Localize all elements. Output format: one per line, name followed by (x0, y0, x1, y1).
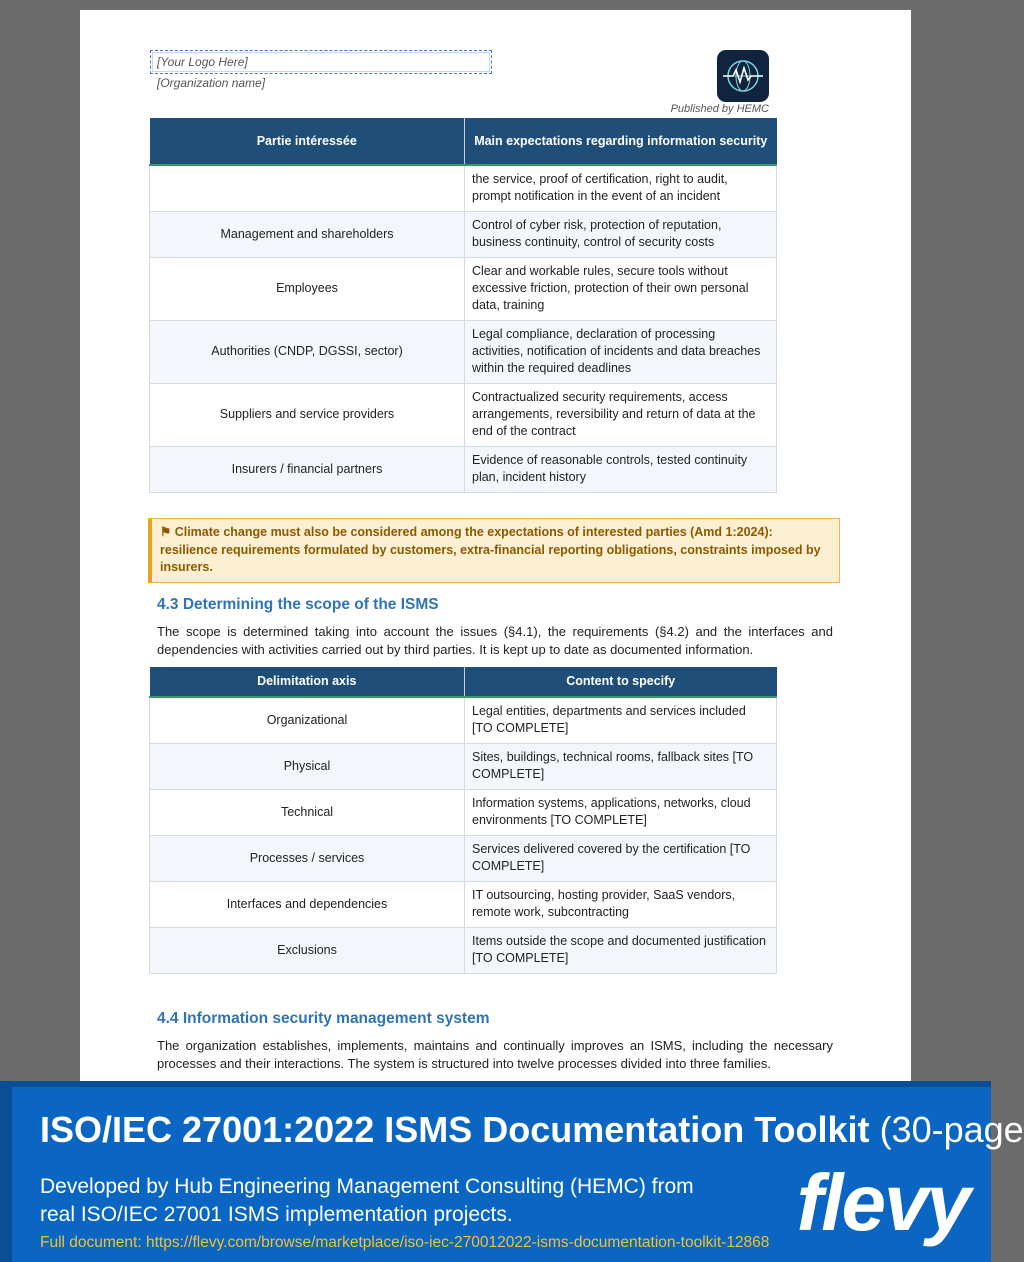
table-cell: Suppliers and service providers (150, 383, 465, 446)
section-heading-4-4: 4.4 Information security management system (157, 1010, 490, 1027)
flevy-logo: flevy (796, 1158, 969, 1247)
table-row (150, 743, 777, 789)
table-cell (150, 165, 465, 211)
table-cell: Information systems, applications, networks, cloud environments [TO COMPLETE] (465, 789, 777, 835)
table-row (150, 257, 777, 320)
table-cell: Organizational (150, 697, 465, 743)
logo-placeholder: [Your Logo Here] (150, 50, 492, 74)
table-cell: Exclusions (150, 927, 465, 973)
interested-parties-table (149, 118, 777, 493)
flag-icon: ⚑ (160, 525, 172, 539)
table-row (150, 835, 777, 881)
banner-title (40, 1109, 1024, 1151)
table-row (150, 383, 777, 446)
banner-subtitle (40, 1173, 694, 1229)
table-cell: Legal entities, departments and services included [TO COMPLETE] (465, 697, 777, 743)
table-cell: Contractualized security requirements, access arrangements, reversibility and return of data at the end of the contract (465, 383, 777, 446)
table-cell: the service, proof of certification, right to audit, prompt notification in the event of an incident (465, 165, 777, 211)
banner-subtitle-line: Developed by Hub Engineering Management Consulting (HEMC) from (40, 1175, 694, 1198)
table-cell: Legal compliance, declaration of processing activities, notification of incidents and data breaches within the required deadlines (465, 320, 777, 383)
document-page (80, 10, 911, 1110)
banner-subtitle-line: real ISO/IEC 27001 ISMS implementation projects. (40, 1203, 513, 1226)
organization-name: [Organization name] (157, 76, 266, 90)
column-header: Delimitation axis (150, 667, 465, 697)
table-row (150, 881, 777, 927)
column-header: Main expectations regarding information security (465, 118, 777, 165)
table-row (150, 446, 777, 492)
callout-text: Climate change must also be considered among the expectations of interested parties (Amd 1:2024): resilience requirements formulated by customers, extra-financial reporting obligations, constraints imposed by insurers. (160, 525, 821, 574)
published-by: Published by HEMC (670, 103, 769, 115)
table-cell: Interfaces and dependencies (150, 881, 465, 927)
table-cell: Physical (150, 743, 465, 789)
table-row (150, 789, 777, 835)
table-cell: Insurers / financial partners (150, 446, 465, 492)
section-paragraph-4-4: The organization establishes, implements, maintains and continually improves an ISMS, including the necessary processes and their interactions. The system is structured into twelve processes divided into three families. (157, 1038, 833, 1071)
scope-delimitation-table (149, 667, 777, 974)
promo-banner (0, 1081, 1024, 1262)
column-header: Partie intéressée (150, 118, 465, 165)
table-cell: Management and shareholders (150, 211, 465, 257)
climate-change-callout (148, 518, 840, 583)
table-cell: Sites, buildings, technical rooms, fallback sites [TO COMPLETE] (465, 743, 777, 789)
banner-title-suffix: (30-page (879, 1109, 1024, 1150)
table-cell: Authorities (CNDP, DGSSI, sector) (150, 320, 465, 383)
table-cell: Items outside the scope and documented justification [TO COMPLETE] (465, 927, 777, 973)
table-row (150, 927, 777, 973)
section-heading-4-3: 4.3 Determining the scope of the ISMS (157, 596, 439, 613)
table-cell: Employees (150, 257, 465, 320)
table-row (150, 697, 777, 743)
section-paragraph-4-3: The scope is determined taking into account the issues (§4.1), the requirements (§4.2) and the interfaces and dependencies with activities carried out by third parties. It is kept up to date as documented information. (157, 624, 833, 657)
banner-title-main: ISO/IEC 27001:2022 ISMS Documentation Toolkit (40, 1109, 870, 1150)
table-cell: Services delivered covered by the certification [TO COMPLETE] (465, 835, 777, 881)
hemc-logo-icon (717, 50, 769, 102)
table-cell: Clear and workable rules, secure tools without excessive friction, protection of their own personal data, training (465, 257, 777, 320)
banner-accent (0, 1087, 12, 1262)
full-document-link[interactable]: Full document: https://flevy.com/browse/marketplace/iso-iec-270012022-isms-documentation-toolkit-12868 (40, 1234, 770, 1251)
table-cell: Control of cyber risk, protection of reputation, business continuity, control of security costs (465, 211, 777, 257)
table-cell: Processes / services (150, 835, 465, 881)
table-cell: IT outsourcing, hosting provider, SaaS vendors, remote work, subcontracting (465, 881, 777, 927)
column-header: Content to specify (465, 667, 777, 697)
table-row (150, 165, 777, 211)
table-cell: Technical (150, 789, 465, 835)
table-row (150, 320, 777, 383)
table-row (150, 211, 777, 257)
table-cell: Evidence of reasonable controls, tested continuity plan, incident history (465, 446, 777, 492)
